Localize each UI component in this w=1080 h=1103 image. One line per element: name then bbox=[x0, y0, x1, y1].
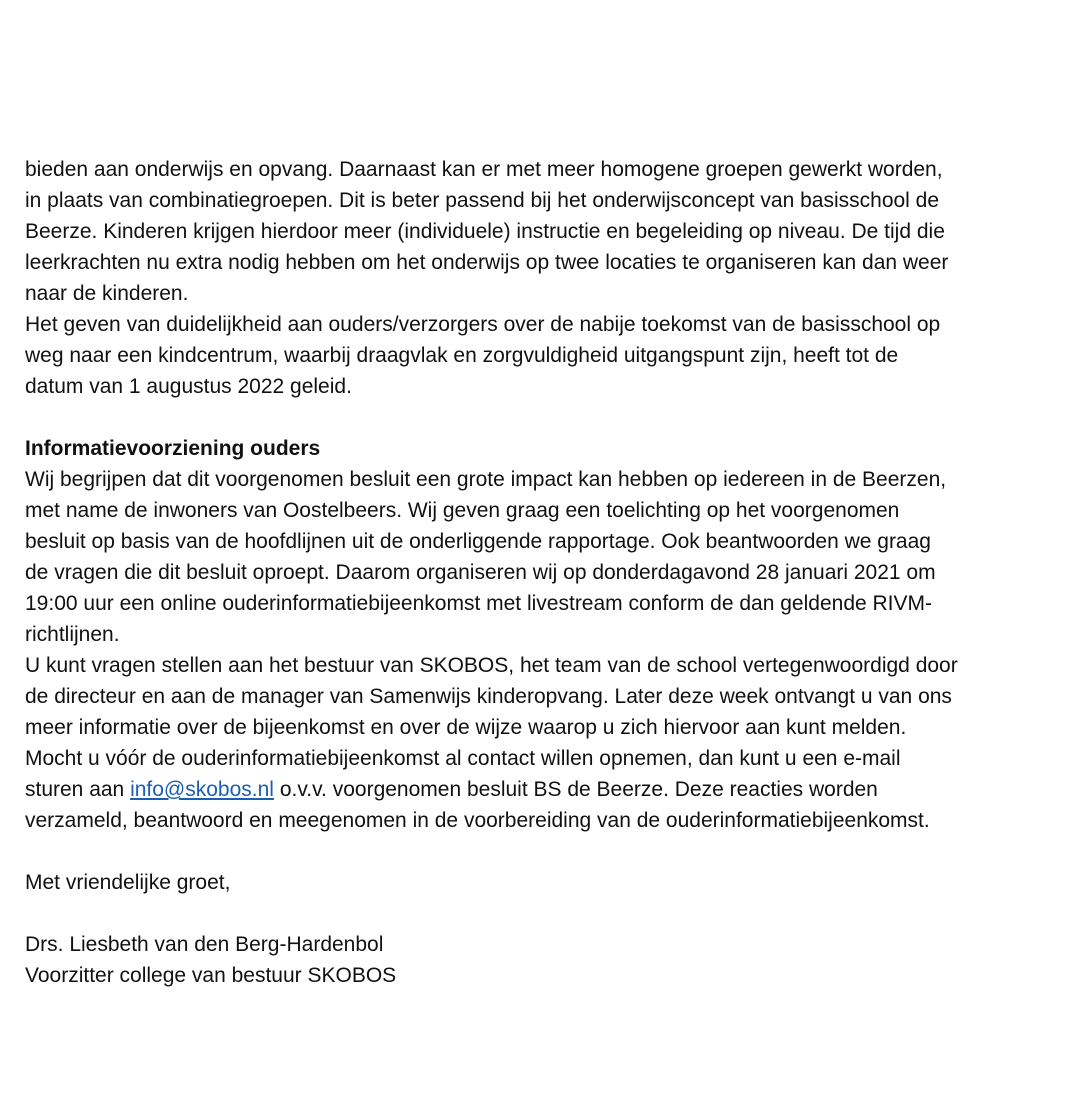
signature-block bbox=[25, 929, 1025, 991]
text-line: de directeur en aan de manager van Samenwijs kinderopvang. Later deze week ontvangt u van ons bbox=[25, 685, 952, 708]
text-line: bieden aan onderwijs en opvang. Daarnaast kan er met meer homogene groepen gewerkt worden, bbox=[25, 158, 943, 181]
text-line: naar de kinderen. bbox=[25, 282, 189, 305]
text-line: leerkrachten nu extra nodig hebben om het onderwijs op twee locaties te organiseren kan dan weer bbox=[25, 251, 949, 274]
text-line: Het geven van duidelijkheid aan ouders/verzorgers over de nabije toekomst van de basisschool op bbox=[25, 313, 941, 336]
text-line: Wij begrijpen dat dit voorgenomen besluit een grote impact kan hebben op iedereen in de Beerzen, bbox=[25, 468, 947, 491]
text-line: weg naar een kindcentrum, waarbij draagvlak en zorgvuldigheid uitgangspunt zijn, heeft tot de bbox=[25, 344, 899, 367]
text-line: Mocht u vóór de ouderinformatiebijeenkomst al contact willen opnemen, dan kunt u een e-mail bbox=[25, 747, 901, 770]
text-line-with-email bbox=[25, 774, 1025, 805]
letter-body bbox=[25, 154, 1025, 991]
text-line: verzameld, beantwoord en meegenomen in de voorbereiding van de ouderinformatiebijeenkomst. bbox=[25, 809, 930, 832]
text-line: 19:00 uur een online ouderinformatiebijeenkomst met livestream conform de dan geldende RIVM- bbox=[25, 592, 932, 615]
paragraph-info-meeting bbox=[25, 464, 1025, 650]
text-line: in plaats van combinatiegroepen. Dit is beter passend bij het onderwijsconcept van basisschool de bbox=[25, 189, 940, 212]
closing-greeting: Met vriendelijke groet, bbox=[25, 871, 231, 894]
text-line: U kunt vragen stellen aan het bestuur van SKOBOS, het team van de school vertegenwoordigd door bbox=[25, 654, 958, 677]
text-fragment: sturen aan bbox=[25, 778, 131, 801]
section-heading: Informatievoorziening ouders bbox=[25, 437, 321, 460]
text-line: met name de inwoners van Oostelbeers. Wij geven graag een toelichting op het voorgenomen bbox=[25, 499, 900, 522]
paragraph-clarity bbox=[25, 309, 1025, 402]
signatory-name: Drs. Liesbeth van den Berg-Hardenbol bbox=[25, 933, 384, 956]
paragraph-intro-continuation bbox=[25, 154, 1025, 309]
spacer bbox=[25, 898, 1025, 929]
email-link[interactable]: info@skobos.nl bbox=[130, 778, 274, 801]
text-line: datum van 1 augustus 2022 geleid. bbox=[25, 375, 352, 398]
text-line: de vragen die dit besluit oproept. Daarom organiseren wij op donderdagavond 28 januari 2021 om bbox=[25, 561, 936, 584]
spacer bbox=[25, 402, 1025, 433]
text-line: meer informatie over de bijeenkomst en over de wijze waarop u zich hiervoor aan kunt melden. bbox=[25, 716, 907, 739]
spacer bbox=[25, 836, 1025, 867]
paragraph-questions bbox=[25, 650, 1025, 836]
text-line: Beerze. Kinderen krijgen hierdoor meer (individuele) instructie en begeleiding op niveau. De tijd die bbox=[25, 220, 945, 243]
signatory-title: Voorzitter college van bestuur SKOBOS bbox=[25, 964, 397, 987]
text-fragment: o.v.v. voorgenomen besluit BS de Beerze. Deze reacties worden bbox=[273, 778, 878, 801]
text-line: besluit op basis van de hoofdlijnen uit de onderliggende rapportage. Ook beantwoorden we graag bbox=[25, 530, 931, 553]
text-line: richtlijnen. bbox=[25, 623, 120, 646]
